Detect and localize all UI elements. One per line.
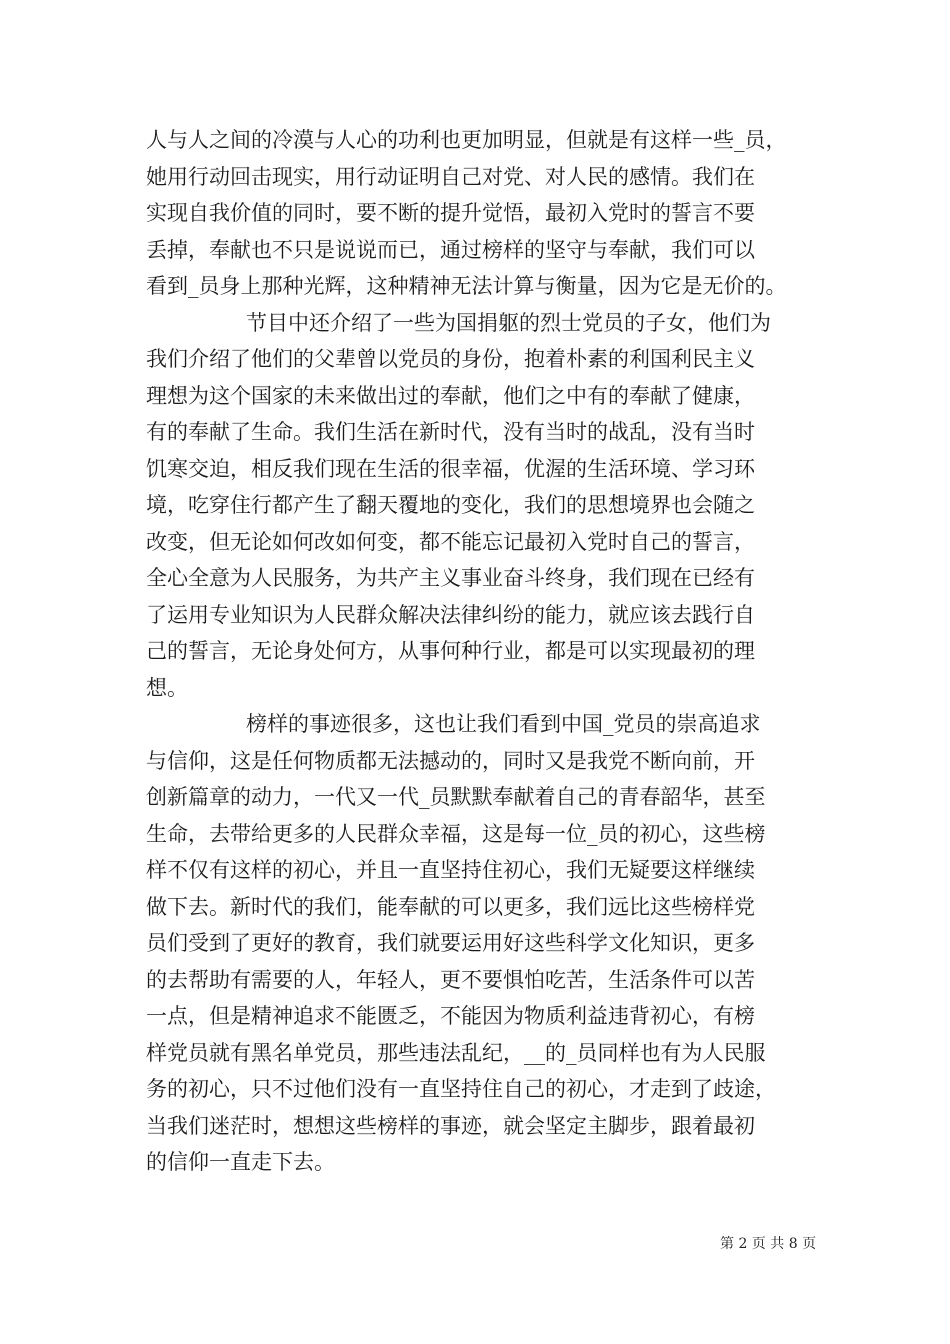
paragraph-line: 当我们迷茫时，想想这些榜样的事迹，就会坚定主脚步，跟着最初 bbox=[146, 1113, 755, 1138]
paragraph-line: 有的奉献了生命。我们生活在新时代，没有当时的战乱，没有当时 bbox=[146, 420, 755, 444]
paragraph-line: 丢掉，奉献也不只是说说而已，通过榜样的坚守与奉献，我们可以 bbox=[146, 237, 755, 262]
paragraph-line: 一点，但是精神追求不能匮乏，不能因为物质利益违背初心，有榜 bbox=[146, 1004, 755, 1028]
paragraph-first-line: 人与人之间的冷漠与人心的功利也更加明显，但就是有这样一些_员， bbox=[146, 128, 787, 152]
paragraph-line: 样不仅有这样的初心，并且一直坚持住初心，我们无疑要这样继续 bbox=[146, 858, 755, 882]
paragraph-line: 的信仰一直走下去。 bbox=[146, 1150, 335, 1174]
paragraph-line: 境，吃穿住行都产生了翻天覆地的变化，我们的思想境界也会随之 bbox=[146, 493, 755, 517]
paragraph-line: 的去帮助有需要的人，年轻人，更不要惧怕吃苦，生活条件可以苦 bbox=[146, 967, 755, 992]
paragraph-line: 全心全意为人民服务，为共产主义事业奋斗终身，我们现在已经有 bbox=[146, 566, 755, 590]
paragraph-line: 看到_员身上那种光辉，这种精神无法计算与衡量，因为它是无价的。 bbox=[146, 274, 787, 298]
paragraph-line: 员们受到了更好的教育，我们就要运用好这些科学文化知识，更多 bbox=[146, 931, 755, 955]
paragraph-line: 了运用专业知识为人民群众解决法律纠纷的能力，就应该去践行自 bbox=[146, 602, 755, 627]
paragraph-first-line: 节目中还介绍了一些为国捐躯的烈士党员的子女，他们为 bbox=[246, 310, 771, 335]
paragraph-line: 样党员就有黑名单党员，那些违法乱纪，__的_员同样也有为人民服 bbox=[146, 1040, 766, 1065]
paragraph-line: 她用行动回击现实，用行动证明自己对党、对人民的感情。我们在 bbox=[146, 164, 755, 189]
paragraph-first-line: 榜样的事迹很多，这也让我们看到中国_党员的崇高追求 bbox=[246, 712, 761, 736]
paragraph-line: 实现自我价值的同时，要不断的提升觉悟，最初入党时的誓言不要 bbox=[146, 201, 755, 225]
paragraph-line: 创新篇章的动力，一代又一代_员默默奉献着自己的青春韶华，甚至 bbox=[146, 785, 766, 809]
paragraph-line: 做下去。新时代的我们，能奉献的可以更多，我们远比这些榜样党 bbox=[146, 894, 755, 919]
paragraph-line: 己的誓言，无论身处何方，从事何种行业，都是可以实现最初的理 bbox=[146, 639, 755, 663]
paragraph-line: 我们介绍了他们的父辈曾以党员的身份，抱着朴素的利国利民主义 bbox=[146, 347, 755, 371]
paragraph-line: 生命，去带给更多的人民群众幸福，这是每一位_员的初心，这些榜 bbox=[146, 821, 766, 846]
paragraph-line: 与信仰，这是任何物质都无法撼动的，同时又是我党不断向前，开 bbox=[146, 748, 755, 773]
paragraph-line: 饥寒交迫，相反我们现在生活的很幸福，优渥的生活环境、学习环 bbox=[146, 456, 755, 481]
paragraph-line: 改变，但无论如何改如何变，都不能忘记最初入党时自己的誓言， bbox=[146, 529, 755, 554]
paragraph-line: 理想为这个国家的未来做出过的奉献，他们之中有的奉献了健康， bbox=[146, 383, 755, 408]
paragraph-line: 务的初心，只不过他们没有一直坚持住自己的初心，才走到了歧途， bbox=[146, 1077, 776, 1101]
page-number: 第 2 页 共 8 页 bbox=[720, 1236, 817, 1252]
paragraph-line: 想。 bbox=[146, 675, 188, 700]
